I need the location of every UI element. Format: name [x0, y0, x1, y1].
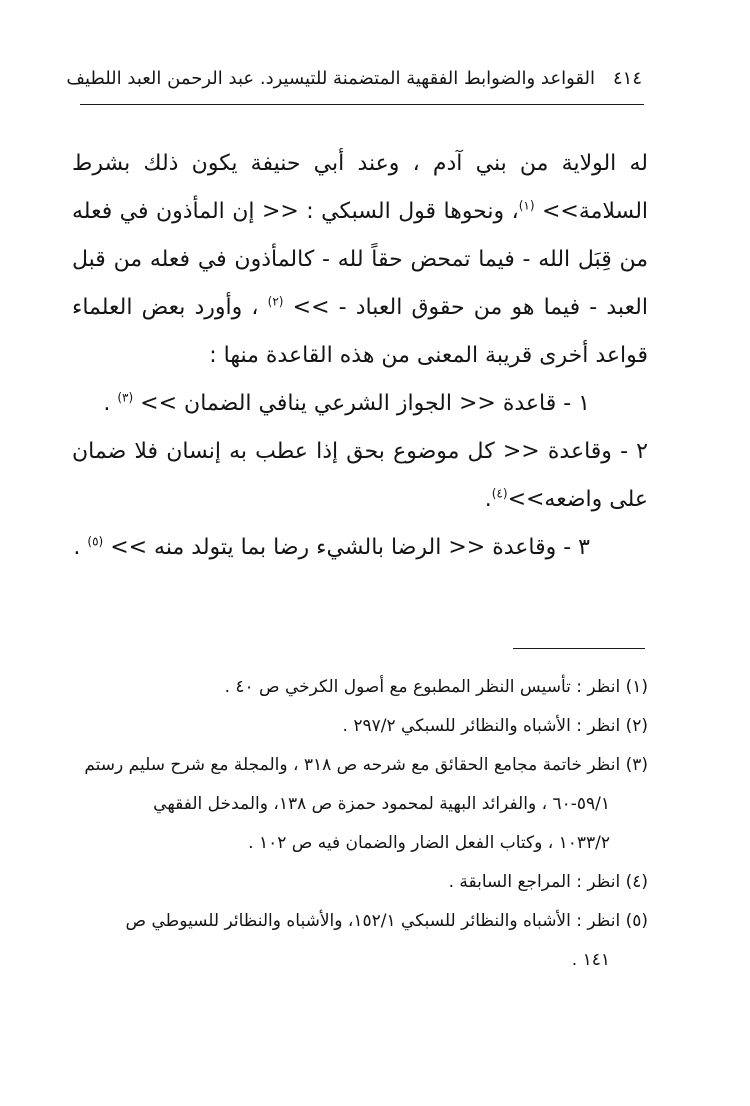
- footnote-divider: [513, 648, 645, 649]
- header-divider: [80, 104, 644, 105]
- footnote-ref-3: (٣): [117, 390, 134, 405]
- running-header: [66, 60, 642, 96]
- body-paragraph: [72, 140, 648, 380]
- rule-text: ٣ - وقاعدة << الرضا بالشيء رضا بما يتولد منه >>: [103, 535, 590, 560]
- rule-text: ٢ - وقاعدة << كل موضوع بحق إذا عطب به إنسان فلا ضمان على واضعه>>: [72, 439, 648, 512]
- footnote-5: (٥) انظر : الأشباه والنظائر للسبكي ١٥٢/١، والأشباه والنظائر للسيوطي ص: [125, 911, 648, 931]
- paragraph-text: ، ونحوها قول السبكي : << إن المأذون في فعله من قِبَل الله - فيما تمحض حقاً لله - كالمأذون في فعله من قبل العبد - فيما هو من حقوق العباد - >>: [72, 199, 648, 320]
- paragraph-text: له الولاية من بني آدم ، وعند أبي حنيفة يكون ذلك بشرط السلامة>>: [72, 151, 649, 224]
- main-text: [72, 140, 648, 572]
- footnotes: [72, 668, 648, 980]
- footnote-ref-5: (٥): [87, 534, 104, 549]
- footnote-ref-4: (٤): [491, 486, 508, 501]
- footnote-3-continued: ١٠٣٣/٢ ، وكتاب الفعل الضار والضمان فيه ص ١٠٢ .: [248, 833, 610, 853]
- footnote-5-continued: ١٤١ .: [571, 950, 610, 970]
- rule-end: .: [73, 535, 88, 560]
- footnote-ref-1: (١): [518, 198, 535, 213]
- rule-item-2: [72, 428, 648, 524]
- footnote-2: (٢) انظر : الأشباه والنظائر للسبكي ٢٩٧/٢ .: [342, 716, 648, 736]
- footnote-3: (٣) انظر خاتمة مجامع الحقائق مع شرحه ص ٣١٨ ، والمجلة مع شرح سليم رستم: [84, 755, 648, 775]
- page-number: ٤١٤: [612, 67, 642, 89]
- book-title: القواعد والضوابط الفقهية المتضمنة للتيسير: [273, 67, 595, 89]
- footnote-3-continued: ٥٩/١-٦٠ ، والفرائد البهية لمحمود حمزة ص ١٣٨، والمدخل الفقهي: [153, 794, 610, 814]
- rule-end: .: [484, 487, 492, 512]
- paragraph-text: ، وأورد بعض العلماء قواعد أخرى قريبة المعنى من هذه القاعدة منها :: [72, 295, 648, 368]
- rule-item-3: [72, 524, 648, 572]
- rule-text: ١ - قاعدة << الجواز الشرعي ينافي الضمان >>: [133, 391, 590, 416]
- rule-end: .: [103, 391, 118, 416]
- footnote-4: (٤) انظر : المراجع السابقة .: [448, 872, 648, 892]
- rule-item-1: [72, 380, 648, 428]
- footnote-1: (١) انظر : تأسيس النظر المطبوع مع أصول الكرخي ص ٤٠ .: [224, 677, 648, 697]
- author-name: د. عبد الرحمن العبد اللطيف: [66, 67, 274, 89]
- header-title-group: [274, 68, 642, 89]
- footnote-ref-2: (٢): [267, 294, 284, 309]
